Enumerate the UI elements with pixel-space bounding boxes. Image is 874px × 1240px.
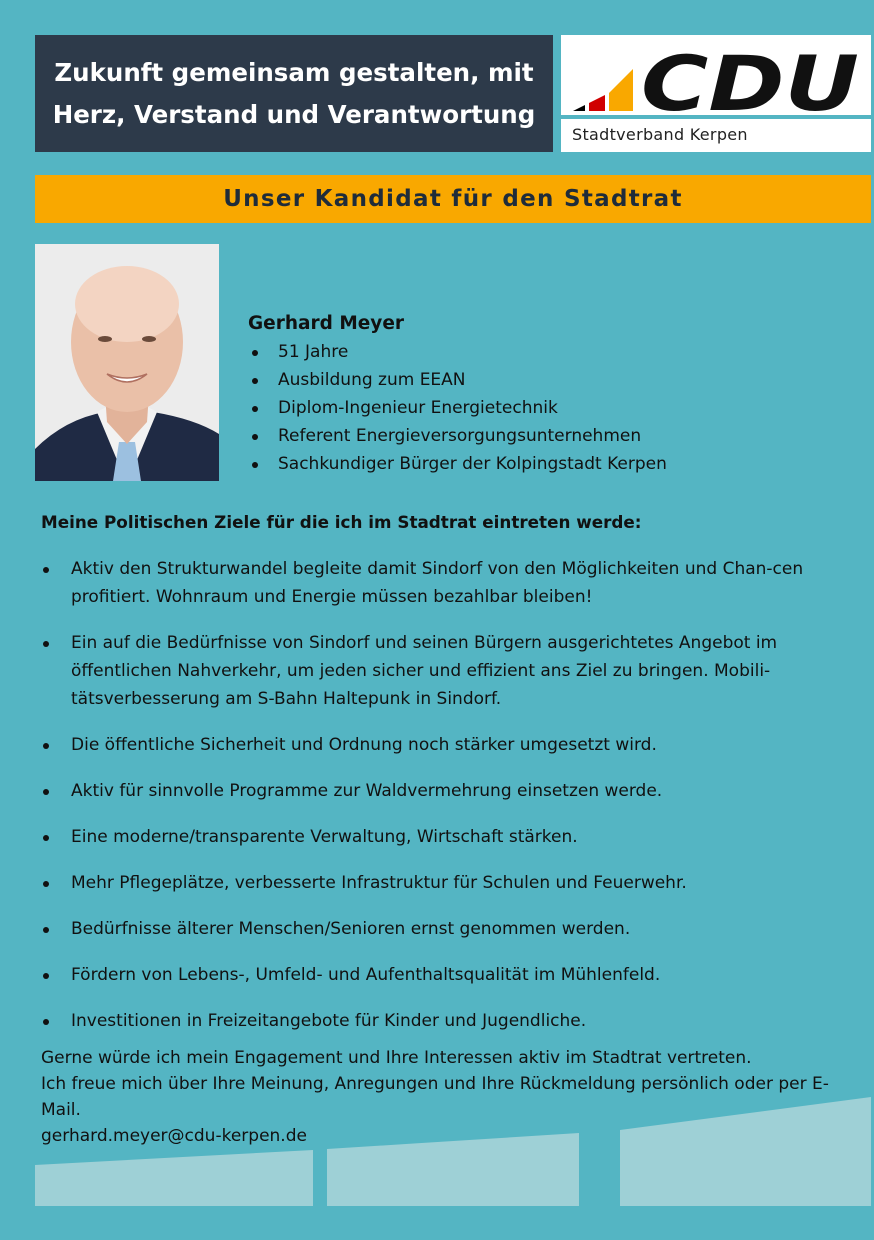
- logo-text: CDU: [641, 39, 859, 115]
- goal-item: Aktiv den Strukturwandel begleite damit Sindorf von den Möglichkeiten und Chan-cen profitiert. Wohnraum und Energie müssen bezahlbar bleiben!: [41, 555, 851, 611]
- candidate-info: [248, 313, 667, 478]
- closing-line-2: Ich freue mich über Ihre Meinung, Anregungen und Ihre Rückmeldung persönlich oder per E-Mail.: [41, 1074, 829, 1120]
- candidate-fact: Diplom-Ingenieur Energietechnik: [248, 394, 667, 422]
- slogan-box: [35, 35, 553, 152]
- goal-item: Die öffentliche Sicherheit und Ordnung noch stärker umgesetzt wird.: [41, 731, 851, 759]
- goal-item: Eine moderne/transparente Verwaltung, Wirtschaft stärken.: [41, 823, 851, 851]
- candidate-fact: Ausbildung zum EEAN: [248, 366, 667, 394]
- logo-divider: [561, 115, 871, 119]
- logo-stripe-red: [589, 95, 605, 111]
- banner-title: Unser Kandidat für den Stadtrat: [223, 186, 683, 212]
- goal-item: Aktiv für sinnvolle Programme zur Waldvermehrung einsetzen werde.: [41, 777, 851, 805]
- candidate-name: Gerhard Meyer: [248, 313, 405, 334]
- decor-shape: [35, 1150, 313, 1206]
- candidate-fact: Referent Energieversorgungsunternehmen: [248, 422, 667, 450]
- candidate-banner: [35, 175, 871, 223]
- cdu-logo: [561, 35, 871, 152]
- slogan-line-2: Herz, Verstand und Verantwortung: [52, 99, 536, 129]
- logo-subtitle: Stadtverband Kerpen: [572, 125, 748, 144]
- goals-heading: Meine Politischen Ziele für die ich im Stadtrat eintreten werde:: [41, 512, 642, 532]
- portrait-image: [35, 244, 219, 481]
- logo-stripe-gold: [609, 69, 633, 111]
- candidate-photo: [35, 244, 219, 481]
- candidate-fact: Sachkundiger Bürger der Kolpingstadt Kerpen: [248, 450, 667, 478]
- candidate-fact: 51 Jahre: [248, 338, 667, 366]
- goal-item: Investitionen in Freizeitangebote für Kinder und Jugendliche.: [41, 1007, 851, 1035]
- candidate-facts: [248, 338, 667, 478]
- logo-stripe-black: [573, 105, 585, 111]
- goals-list: [41, 555, 851, 1053]
- goal-item: Fördern von Lebens-, Umfeld- und Aufenthaltsqualität im Mühlenfeld.: [41, 961, 851, 989]
- closing-line-1: Gerne würde ich mein Engagement und Ihre Interessen aktiv im Stadtrat vertreten.: [41, 1048, 752, 1068]
- closing-text: [41, 1045, 861, 1149]
- goal-item: Bedürfnisse älterer Menschen/Senioren ernst genommen werden.: [41, 915, 851, 943]
- goal-item: Mehr Pflegeplätze, verbesserte Infrastruktur für Schulen und Feuerwehr.: [41, 869, 851, 897]
- slogan-line-1: Zukunft gemeinsam gestalten, mit: [54, 57, 534, 87]
- cdu-logo-mark: [561, 35, 871, 115]
- contact-email[interactable]: gerhard.meyer@cdu-kerpen.de: [41, 1126, 307, 1146]
- goal-item: Ein auf die Bedürfnisse von Sindorf und seinen Bürgern ausgerichtetes Angebot im öffentlichen Nahverkehr, um jeden sicher und effizient ans Ziel zu bringen. Mobili-tätsverbesserung am S-Bahn Haltepunk in Sindorf.: [41, 629, 851, 713]
